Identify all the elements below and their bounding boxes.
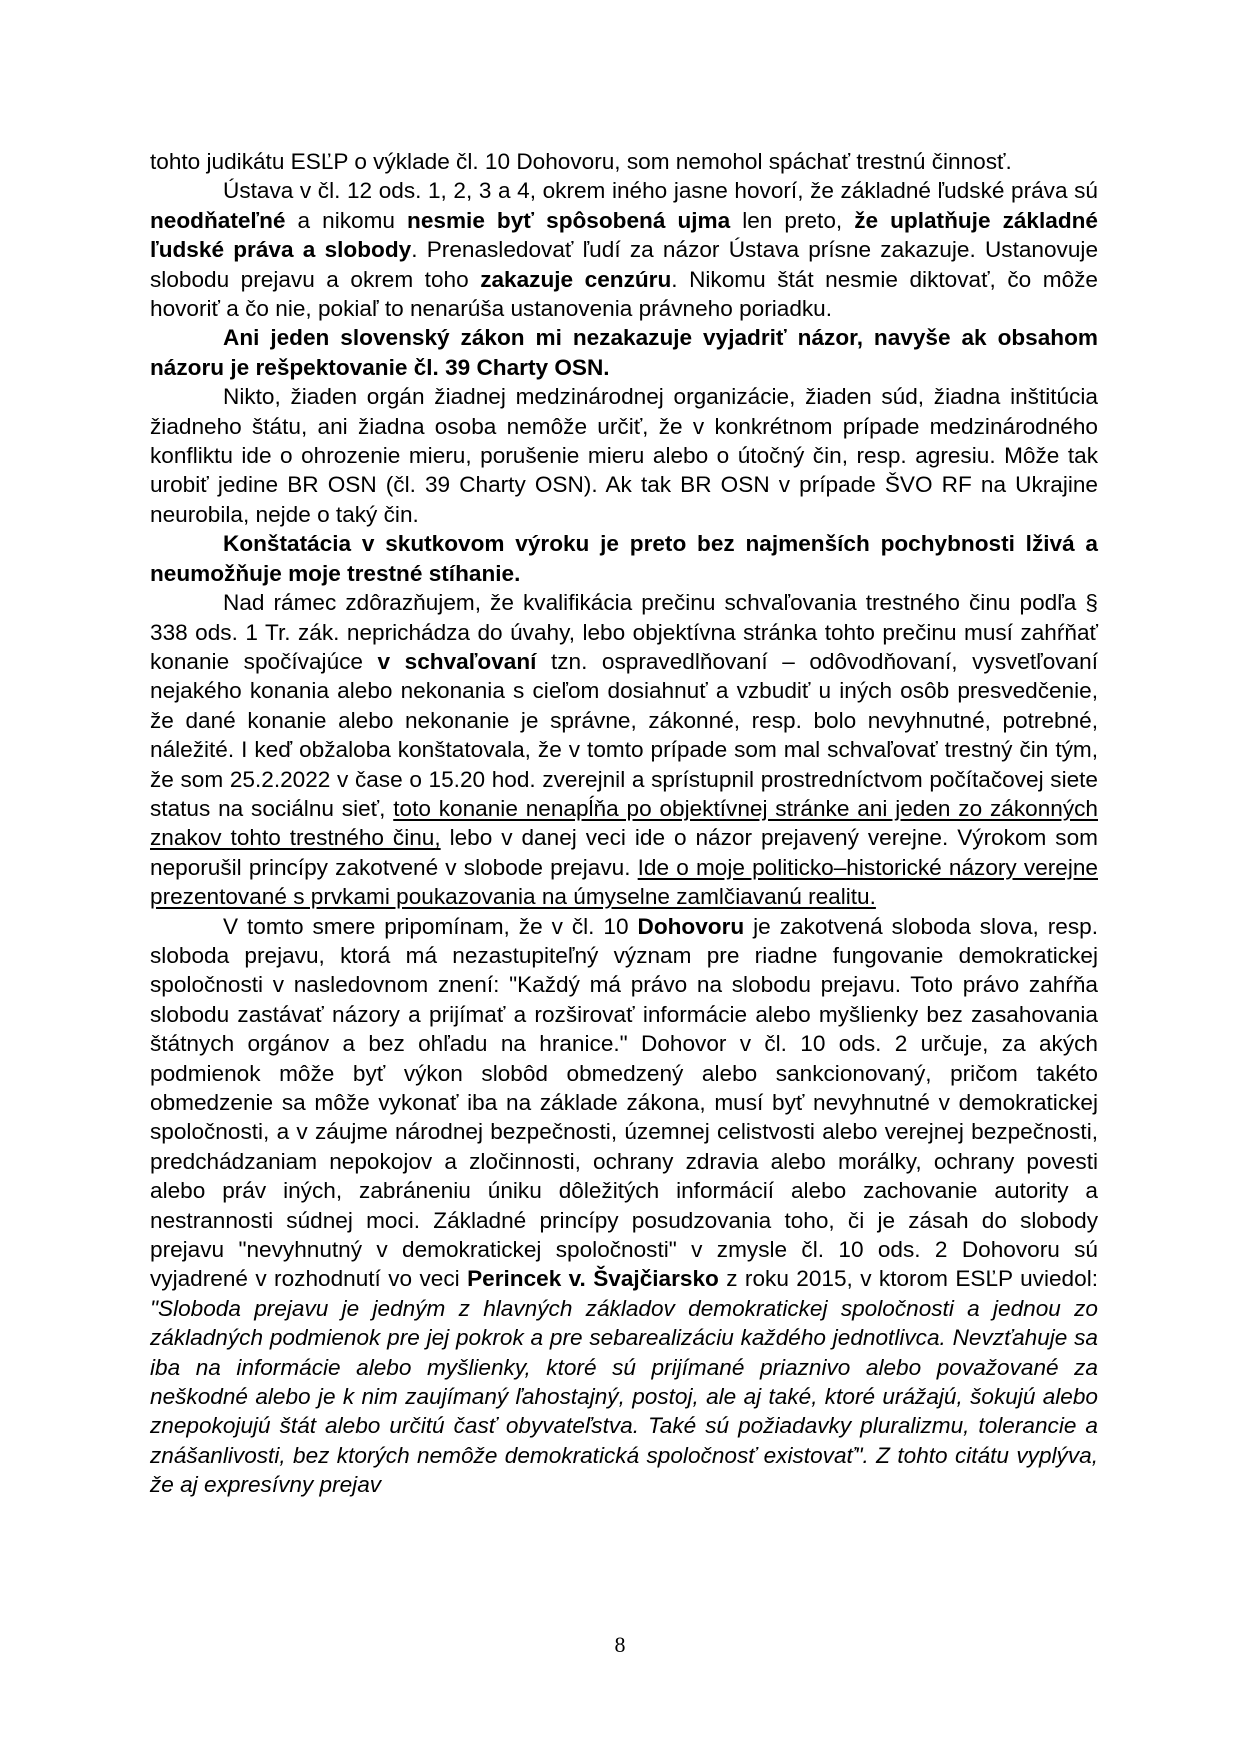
text-run: z roku 2015, v ktorom ESĽP uviedol: xyxy=(718,1266,1098,1292)
paragraph xyxy=(150,382,1098,529)
bold-text: nesmie byť spôsobená ujma xyxy=(407,207,731,233)
paragraph xyxy=(150,147,1098,176)
italic-text: "Sloboda prejavu je jedným z hlavných základov demokratickej spoločnosti a jednou zo základných podmienok pre jej pokrok a pre sebarealizáciu každého jednotlivca. Nevzťahuje sa iba na informácie alebo myšlienky, ktoré sú prijímané priaznivo alebo považované za neškodné alebo je k nim zaujímaný ľahostajný, postoj, ale aj také, ktoré urážajú, šokujú alebo znepokojujú štát alebo určitú časť obyvateľstva. Také sú požiadavky pluralizmu, tolerancie a znášanlivosti, bez ktorých nemôže demokratická spoločnosť existovať" xyxy=(150,1295,1098,1468)
underlined-text: toto konanie nenapĺňa po objektívnej stránke ani jeden zo zákonných znakov tohto trestného činu, xyxy=(150,795,1098,851)
paragraph xyxy=(150,912,1098,1500)
text-run: len preto, xyxy=(730,207,855,233)
paragraph xyxy=(150,588,1098,911)
text-run: tzn. ospravedlňovaní – odôvodňovaní, vysvetľovaní nejakého konania alebo nekonania s cieľom dosiahnuť a vzbudiť u iných osôb presvedčenie, že dané konanie alebo nekonanie je správne, zákonné, resp. bolo nevyhnutné, potrebné, náležité. I keď obžaloba konštatovala, že v tomto prípade som mal schvaľovať trestný čin tým, že som 25.2.2022 v čase o 15.20 hod. zverejnil a sprístupnil prostredníctvom počítačovej siete status na sociálnu sieť, xyxy=(150,648,1099,821)
bold-text: neodňateľné xyxy=(150,207,286,233)
text-run: tohto judikátu ESĽP o výklade čl. 10 Dohovoru, som nemohol spáchať trestnú činnosť. xyxy=(150,149,1012,174)
bold-text: zakazuje cenzúru xyxy=(480,266,672,292)
paragraph xyxy=(150,529,1098,588)
text-run: a nikomu xyxy=(285,207,408,233)
text-run: Ústava v čl. 12 ods. 1, 2, 3 a 4, okrem iného jasne hovorí, že základné ľudské práva sú xyxy=(223,178,1098,204)
text-run: . Prenasledovať ľudí za názor Ústava prísne zakazuje. Ustanovuje slobodu prejavu a okrem toho xyxy=(150,237,1099,292)
bold-text: Dohovoru xyxy=(637,913,745,939)
bold-text: že uplatňuje základné ľudské práva a slobody xyxy=(150,207,1099,263)
underlined-text: Ide o moje politicko–historické názory verejne prezentované s prvkami poukazovania na úmyselne zamlčiavanú realitu. xyxy=(150,854,1098,910)
bold-text: Ani jeden slovenský zákon mi nezakazuje vyjadriť názor, navyše ak obsahom názoru je rešpektovanie čl. 39 Charty OSN. xyxy=(150,325,1098,380)
bold-text: Perincek v. Švajčiarsko xyxy=(467,1266,719,1292)
italic-text: . Z tohto citátu vyplýva, že aj expresívny prejav xyxy=(150,1442,1098,1498)
page-number: 8 xyxy=(614,1632,626,1657)
text-run: . Nikomu štát nesmie diktovať, čo môže hovoriť a čo nie, pokiaľ to nenarúša ustanovenia právneho poriadku. xyxy=(150,266,1098,322)
document-body xyxy=(150,147,1098,1500)
paragraph xyxy=(150,323,1098,382)
bold-text: Konštatácia v skutkovom výroku je preto bez najmenších pochybnosti lživá a neumožňuje moje trestné stíhanie. xyxy=(150,531,1098,586)
bold-text: v schvaľovaní xyxy=(377,648,537,674)
text-run: V tomto smere pripomínam, že v čl. 10 xyxy=(223,913,638,939)
paragraph xyxy=(150,176,1098,323)
text-run: Nikto, žiaden orgán žiadnej medzinárodnej organizácie, žiaden súd, žiadna inštitúcia žiadneho štátu, ani žiadna osoba nemôže určiť, že v konkrétnom prípade medzinárodného konfliktu ide o ohrozenie mieru, porušenie mieru alebo o útočný čin, resp. agresiu. Môže tak urobiť jedine BR OSN (čl. 39 Charty OSN). Ak tak BR OSN v prípade ŠVO RF na Ukrajine neurobila, nejde o taký čin. xyxy=(150,384,1098,527)
text-run: lebo v danej veci ide o názor prejavený verejne. Výrokom som neporušil princípy zakotvené v slobode prejavu. xyxy=(150,825,1098,880)
text-run: je zakotvená sloboda slova, resp. sloboda prejavu, ktorá má nezastupiteľný význam pre riadne fungovanie demokratickej spoločnosti v nasledovnom znení: "Každý má právo na slobodu prejavu. Toto právo zahŕňa slobodu zastávať názory a prijímať a rozširovať informácie alebo myšlienky bez zasahovania štátnych orgánov a bez ohľadu na hranice." Dohovor v čl. 10 ods. 2 určuje, za akých podmienok môže byť výkon slobôd obmedzený alebo sankcionovaný, pričom takéto obmedzenie sa môže vykonať iba na základe zákona, musí byť nevyhnutné v demokratickej spoločnosti, a v záujme národnej bezpečnosti, územnej celistvosti alebo verejnej bezpečnosti, predchádzaniam nepokojov a zločinnosti, ochrany zdravia alebo morálky, ochrany povesti alebo práv iných, zabráneniu úniku dôležitých informácií alebo zachovanie autority a nestrannosti súdnej moci. Základné princípy posudzovania toho, či je zásah do slobody prejavu "nevyhnutný v demokratickej spoločnosti" v zmysle čl. 10 ods. 2 Dohovoru sú vyjadrené v rozhodnutí vo veci xyxy=(150,913,1098,1292)
text-run: Nad rámec zdôrazňujem, že kvalifikácia prečinu schvaľovania trestného činu podľa § 338 ods. 1 Tr. zák. neprichádza do úvahy, lebo objektívna stránka tohto prečinu musí zahŕňať konanie spočívajúce xyxy=(150,590,1098,674)
